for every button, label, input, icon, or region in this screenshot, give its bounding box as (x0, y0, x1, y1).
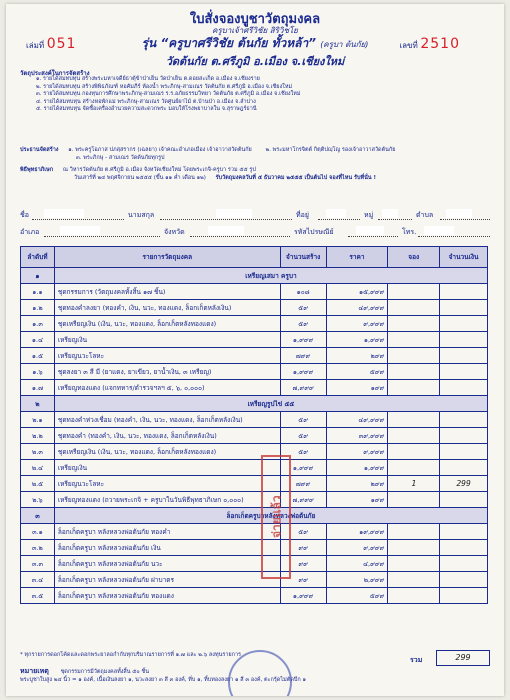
objective-item: ๒. รายได้สมทบทุน สร้างพิพิธภัณฑ์ หอคัมภีร์ ห้องน้ำ พระภิกษุ-สามเณร วัดต้นกัย ต.ศรีภูมิ อ.เมือง จ.เชียงใหม่ (36, 83, 293, 90)
item-name: เหรียญนวะโลหะ (54, 348, 280, 364)
item-book-field[interactable] (388, 556, 440, 572)
item-price: ๕๙๙ (326, 588, 388, 604)
item-name: เหรียญทองแดง (ถวายพระเกจิ + ครูบาในวันพิธีพุทธาภิเษก ๐,๐๐๐) (54, 492, 280, 508)
model-name: รุ่น “ครูบาศรีวิชัย ต้นกัย ทั้วหล้า” (ครูบา ต้นกัย) (141, 36, 369, 50)
item-no: ๒.๑ (21, 412, 55, 428)
table-row (21, 572, 488, 588)
col-header-book: จอง (388, 247, 440, 268)
section-no: ๑ (21, 268, 55, 284)
redacted-postcode (356, 226, 384, 235)
total-amount-field[interactable]: 299 (436, 650, 490, 666)
objective-item: ๑. รายได้สมทบทุน สร้างพระมหาเจดีย์ธาตุ้ข้าป่าเย็น วัดป่าเย็น ต.ดอยสะเก็ด อ.เมือง จ.เชียงราย (36, 76, 260, 82)
item-no: ๓.๕ (21, 588, 55, 604)
col-header-price: ราคา (326, 247, 388, 268)
item-price: ๙,๙๙๙ (326, 316, 388, 332)
item-no: ๒.๓ (21, 444, 55, 460)
item-price: ๕๙๙ (326, 364, 388, 380)
item-price: ๙,๙๙๙ (326, 540, 388, 556)
item-book-field[interactable] (388, 524, 440, 540)
item-qty: ๗,๙๙๙ (280, 492, 326, 508)
item-qty: ๕๙ (280, 444, 326, 460)
document-number: เลขที่ 2510 (399, 36, 460, 52)
table-row (21, 492, 488, 508)
item-qty: ๕๙ (280, 412, 326, 428)
item-amount-field[interactable] (440, 556, 488, 572)
item-no: ๒.๔ (21, 460, 55, 476)
objective-item: ๕. รายได้สมทบทุน จัดซื้อเครื่องอำนวยความสะดวกพระ มอบให้โรงพยาบาลใน จ.สุราษฎร์ธานี (36, 106, 257, 113)
item-amount-field[interactable] (440, 524, 488, 540)
item-name: ชุดเหรียญเงิน (เงิน, นวะ, ทองแดง, ล็อกเก็ตหลังทองแดง) (54, 316, 280, 332)
col-header-amount: จำนวนเงิน (440, 247, 488, 268)
item-name: ชุดลงยา ๓ สี มี (ยาแดง, ยาเขียว, ยาน้ำเงิน, ๓ เหรียญ) (54, 364, 280, 380)
table-row (21, 300, 488, 316)
item-amount-field[interactable]: 299 (440, 476, 488, 492)
item-book-field[interactable] (388, 364, 440, 380)
objective-item: ๓. รายได้สมทบทุน กองทุนการศึกษาพระภิกษุ-สามเณร ร.ร.อภัยธรรมวิทยา วัดต้นกัย ต.ศรีภูมิ อ.เมือง จ.เชียงใหม่ (36, 91, 301, 98)
item-no: ๓.๒ (21, 540, 55, 556)
item-name: เหรียญนวะโลหะ (54, 476, 280, 492)
item-name: เหรียญเงิน (54, 460, 280, 476)
item-book-field[interactable] (388, 444, 440, 460)
item-no: ๓.๑ (21, 524, 55, 540)
item-qty: ๕๙ (280, 428, 326, 444)
item-book-field[interactable] (388, 300, 440, 316)
item-book-field[interactable]: 1 (388, 476, 440, 492)
section-title: เหรียญรูปไข่ ๕๕ (54, 396, 487, 412)
table-row (21, 556, 488, 572)
table-row (21, 284, 488, 300)
item-amount-field[interactable] (440, 300, 488, 316)
item-no: ๑.๓ (21, 316, 55, 332)
redacted-amphoe (60, 226, 100, 235)
redacted-name (44, 209, 84, 218)
item-price: ๒๙๙ (326, 476, 388, 492)
table-row (21, 364, 488, 380)
items-table (20, 246, 488, 604)
item-no: ๑.๕ (21, 348, 55, 364)
item-qty: ๗,๙๙๙ (280, 380, 326, 396)
item-no: ๓.๔ (21, 572, 55, 588)
item-amount-field[interactable] (440, 572, 488, 588)
item-no: ๑.๒ (21, 300, 55, 316)
item-qty: ๑,๙๙๙ (280, 588, 326, 604)
item-no: ๓.๓ (21, 556, 55, 572)
paid-stamp: จ่ายแล้ว (261, 455, 291, 579)
col-header-item: รายการวัตถุมงคล (54, 247, 280, 268)
item-no: ๑.๑ (21, 284, 55, 300)
item-name: เหรียญเงิน (54, 332, 280, 348)
document-number-value: 2510 (420, 36, 460, 52)
item-book-field[interactable] (388, 428, 440, 444)
table-row (21, 460, 488, 476)
table-header-row (21, 247, 488, 268)
item-qty: ๕๙ (280, 524, 326, 540)
item-name: ชุดทองคำ (ทองคำ, เงิน, นวะ, ทองแดง, ล็อกเก็ตหลังเงิน) (54, 428, 280, 444)
book-number-value: 051 (46, 36, 77, 52)
table-section-row (21, 396, 488, 412)
item-book-field[interactable] (388, 492, 440, 508)
item-amount-field[interactable] (440, 588, 488, 604)
col-header-no: ลำดับที่ (21, 247, 55, 268)
item-qty: ๑,๙๙๙ (280, 332, 326, 348)
item-price: ๔๙,๙๙๙ (326, 300, 388, 316)
chairman-section: ประธานจัดสร้าง ๑. พระครูโอภาส ปภสฺสรากร (เฉลยา) เจ้าคณะอำเภอเมือง เจ้าอาวาสวัดต้นกัย ๒. พระมหาโกรจิตต์ กิตฺติปญฺโญ รองเจ้าอาวาสวัดต้นกัย ๓. พระภิกษุ - สามเณร วัดต้นกัยทุกรูป (20, 147, 396, 161)
item-price: ๑,๙๙๙ (326, 332, 388, 348)
item-price: ๒๙๙ (326, 348, 388, 364)
temple-name: วัดต้นกัย ต.ศรีภูมิ อ.เมือง จ.เชียงใหม่ (165, 55, 345, 68)
objectives-list (36, 76, 496, 114)
item-qty: ๗๙๙ (280, 348, 326, 364)
item-name: ชุดเหรียญเงิน (เงิน, นวะ, ทองแดง, ล็อกเก็ตหลังทองแดง) (54, 444, 280, 460)
item-no: ๒.๒ (21, 428, 55, 444)
table-section-row (21, 508, 488, 524)
objective-item: ๔. รายได้สมทบทุน สร้างหอพักแม่ พระภิกษุ-สามเณร วัดศูนย์ผาไม้ ต.บ้านป่า อ.เมือง จ.ลำปาง (36, 98, 256, 105)
customer-address-row: อำเภอ จังหวัด รหัสไปรษณีย์ โทร. (20, 227, 490, 239)
item-no: ๑.๖ (21, 364, 55, 380)
item-amount-field[interactable] (440, 284, 488, 300)
item-amount-field[interactable] (440, 316, 488, 332)
form-title: ใบสั่งจองบูชาวัตถุมงคล (189, 12, 321, 27)
item-qty: ๙๙ (280, 556, 326, 572)
item-name: ล็อกเก็ตครูบา หลังหลวงพ่อต้นกัย นวะ (54, 556, 280, 572)
pickup-note: รับวัตถุมงคลวันที่ ๕ ธันวาคม ๒๕๕๕ เป็นต้นไป จองที่ไหน รับที่นั่น ! (215, 174, 377, 181)
item-book-field[interactable] (388, 380, 440, 396)
item-name: ล็อกเก็ตครูบา หลังหลวงพ่อต้นกัย เงิน (54, 540, 280, 556)
table-row (21, 380, 488, 396)
item-price: ๑๙,๙๙๙ (326, 524, 388, 540)
item-name: ชุดทองคำลงยา (ทองคำ, เงิน, นวะ, ทองแดง, ล็อกเก็ตหลังเงิน) (54, 300, 280, 316)
redacted-surname (216, 209, 252, 218)
item-price: ๔,๙๙๙ (326, 556, 388, 572)
item-qty: ๙๙ (280, 540, 326, 556)
book-number: เล่มที่ 051 (26, 36, 77, 52)
table-row (21, 444, 488, 460)
table-row (21, 428, 488, 444)
item-name: ชุดกรรมการ (วัตถุมงคลทั้งสิ้น ๑๗ ชิ้น) (54, 284, 280, 300)
item-no: ๑.๗ (21, 380, 55, 396)
table-row (21, 412, 488, 428)
item-no: ๒.๕ (21, 476, 55, 492)
redacted-moo (382, 209, 398, 218)
item-price: ๑๙๙ (326, 380, 388, 396)
redacted-phone (424, 226, 454, 235)
item-price: ๔๙,๙๙๙ (326, 412, 388, 428)
customer-name-row: ชื่อ นามสกุล ที่อยู่ หมู่ ตำบล (20, 210, 490, 222)
item-book-field[interactable] (388, 412, 440, 428)
item-amount-field[interactable] (440, 348, 488, 364)
item-price: ๙,๙๙๙ (326, 444, 388, 460)
item-amount-field[interactable] (440, 540, 488, 556)
item-qty: ๕๙ (280, 316, 326, 332)
item-price: ๑๙๙ (326, 492, 388, 508)
item-name: ชุดทองคำห่วงเชื่อม (ทองคำ, เงิน, นวะ, ทองแดง, ล็อกเก็ตหลังเงิน) (54, 412, 280, 428)
item-price: ๑๕,๙๙๙ (326, 284, 388, 300)
item-qty: ๙๙ (280, 572, 326, 588)
col-header-qty: จำนวนสร้าง (280, 247, 326, 268)
item-amount-field[interactable] (440, 460, 488, 476)
remark-section: หมายเหตุ ชุดกรรมการมีวัตถุมงคลทั้งสิ้น ๕๐ ชิ้น พระบูชาใบสูง ๒๔ นิ้ว = ๑ องค์, เนื้อเงินลงยา ๑, นวะลงยา ๓ สี ๓ องค์, ที่บ ๑, ทิ้บทองลงยา ๑ สี ๓ องค์, ตะกรุ้ดไม่ตัดปีก ๑ (20, 667, 306, 683)
item-book-field[interactable] (388, 540, 440, 556)
item-qty: ๑,๙๙๙ (280, 460, 326, 476)
item-price: ๑,๙๙๙ (326, 460, 388, 476)
item-amount-field[interactable] (440, 332, 488, 348)
section-no: ๓ (21, 508, 55, 524)
total-label: รวม (410, 656, 423, 664)
items-table-body (21, 268, 488, 604)
redacted-address (326, 209, 346, 218)
table-row (21, 476, 488, 492)
table-row (21, 524, 488, 540)
table-row (21, 588, 488, 604)
redacted-province (208, 226, 244, 235)
section-title: ล็อกเก็ตครูบาหลังหลวงพ่อต้นกัย (54, 508, 487, 524)
table-row (21, 348, 488, 364)
table-row (21, 540, 488, 556)
item-qty: ๗๙๙ (280, 476, 326, 492)
item-qty: ๕๙ (280, 300, 326, 316)
item-name: เหรียญทองแดง (แจกทหาร/ตำรวจฯลฯ ๕, ๖, ๐,๐๐๐) (54, 380, 280, 396)
item-book-field[interactable] (388, 316, 440, 332)
section-no: ๒ (21, 396, 55, 412)
table-row (21, 316, 488, 332)
item-amount-field[interactable] (440, 364, 488, 380)
form-subtitle: ครูบาเจ้าศรีวิชัย สิริวิชโย (212, 26, 298, 35)
item-qty: ๑,๙๙๙ (280, 364, 326, 380)
item-book-field[interactable] (388, 460, 440, 476)
item-name: ล็อกเก็ตครูบา หลังหลวงพ่อต้นกัย ทองแดง (54, 588, 280, 604)
section-title: เหรียญเสมา ครูบา (54, 268, 487, 284)
item-no: ๑.๔ (21, 332, 55, 348)
objectives-heading: วัตถุประสงค์ในการจัดสร้าง (20, 70, 90, 77)
item-book-field[interactable] (388, 284, 440, 300)
footnote: * ทุกรายการดอกโค้ดและดอกพระยาลอกำกับทุกบริมาณรายการที่ ๑.๗ และ ๒.๖ ลงทุนรายการ (20, 652, 241, 658)
ceremony-section: พิธีพุทธาภิเษก ณ วิหารวัดต้นกัย ต.ศรีภูมิ อ.เมือง จังหวัดเชียงใหม่ โดยพระเกจิ-ครูบา รวม ๕๕ รูป วันเสาร์ที่ ๒๔ พฤศจิกายน ๒๕๕๕ (ขึ้น ๑๑ ค่ำ เดือน ๑๒) รับวัตถุมงคลวันที่ ๕ ธันวาคม ๒๕๕๕ เป็นต้นไป จองที่ไหน รับที่นั่น ! (20, 167, 377, 181)
item-price: ๒,๙๙๙ (326, 572, 388, 588)
item-qty: ๑๐๘ (280, 284, 326, 300)
item-book-field[interactable] (388, 348, 440, 364)
item-book-field[interactable] (388, 572, 440, 588)
item-price: ๓๙,๙๙๙ (326, 428, 388, 444)
item-amount-field[interactable] (440, 428, 488, 444)
item-amount-field[interactable] (440, 492, 488, 508)
item-name: ล็อกเก็ตครูบา หลังหลวงพ่อต้นกัย ฝาบาตร (54, 572, 280, 588)
item-no: ๒.๖ (21, 492, 55, 508)
item-book-field[interactable] (388, 332, 440, 348)
item-amount-field[interactable] (440, 412, 488, 428)
item-amount-field[interactable] (440, 444, 488, 460)
redacted-tambon (446, 209, 472, 218)
item-amount-field[interactable] (440, 380, 488, 396)
order-form-page (6, 4, 504, 696)
table-row (21, 332, 488, 348)
item-name: ล็อกเก็ตครูบา หลังหลวงพ่อต้นกัย ทองคำ (54, 524, 280, 540)
item-book-field[interactable] (388, 588, 440, 604)
table-section-row (21, 268, 488, 284)
